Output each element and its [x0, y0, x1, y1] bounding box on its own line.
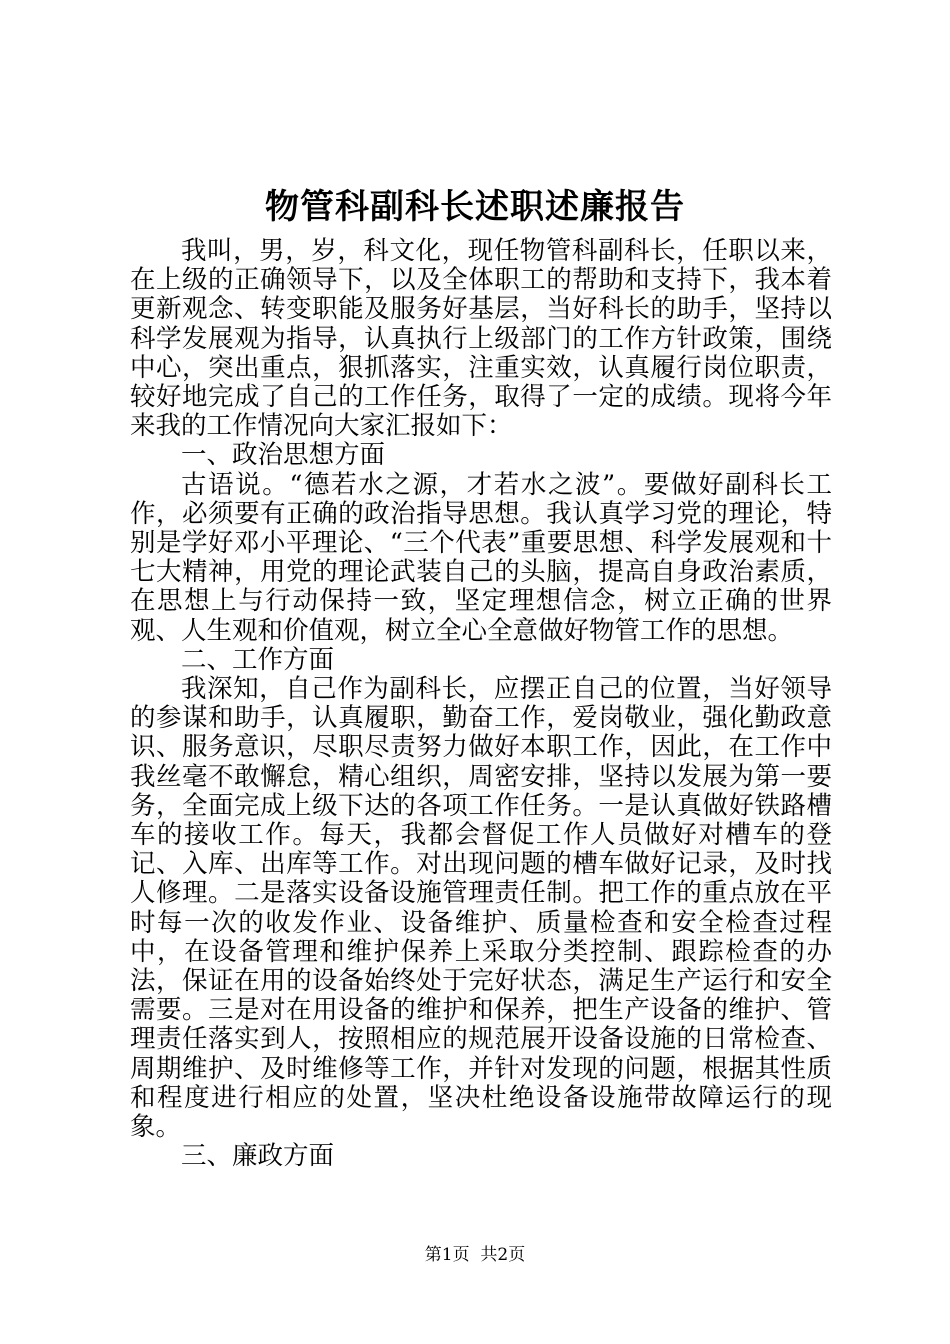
work-paragraph: 我深知，自己作为副科长，应摆正自己的位置，当好领导的参谋和助手，认真履职，勤奋工作，爱岗敬业，强化勤政意识、服务意识，尽职尽责努力做好本职工作，因此，在工作中我丝毫不敢懈怠，精心组织，周密安排，坚持以发展为第一要务，全面完成上级下达的各项工作任务。一是认真做好铁路槽车的接收工作。每天，我都会督促工作人员做好对槽车的登记、入库、出库等工作。对出现问题的槽车做好记录，及时找人修理。二是落实设备设施管理责任制。把工作的重点放在平时每一次的收发作业、设备维护、质量检查和安全检查过程中，在设备管理和维护保养上采取分类控制、跟踪检查的办法，保证在用的设备始终处于完好状态，满足生产运行和安全需要。三是对在用设备的维护和保养，把生产设备的维护、管理责任落实到人，按照相应的规范展开设备设施的日常检查、周期维护、及时维修等工作，并针对发现的问题，根据其性质和程度进行相应的处置，坚决杜绝设备设施带故障运行的现象。: [130, 674, 832, 1143]
section-heading-work: 二、工作方面: [181, 644, 335, 675]
section-heading-integrity: 三、廉政方面: [181, 1141, 335, 1172]
page-title: 物管科副科长述职述廉报告: [265, 187, 685, 227]
intro-paragraph: 我叫，男，岁，科文化，现任物管科副科长，任职以来，在上级的正确领导下，以及全体职工的帮助和支持下，我本着更新观念、转变职能及服务好基层，当好科长的助手，坚持以科学发展观为指导，认真执行上级部门的工作方针政策，围绕中心，突出重点，狠抓落实，注重实效，认真履行岗位职责，较好地完成了自己的工作任务，取得了一定的成绩。现将今年来我的工作情况向大家汇报如下：: [130, 236, 832, 442]
section-heading-politics: 一、政治思想方面: [181, 440, 386, 471]
document-body: [130, 237, 832, 1172]
page-footer: 第1页 共2页: [424, 1245, 526, 1265]
politics-paragraph: 古语说。“德若水之源，才若水之波”。要做好副科长工作，必须要有正确的政治指导思想。我认真学习党的理论，特别是学好邓小平理论、“三个代表”重要思想、科学发展观和十七大精神，用党的理论武装自己的头脑，提高自身政治素质，在思想上与行动保持一致，坚定理想信念，树立正确的世界观、人生观和价值观，树立全心全意做好物管工作的思想。: [130, 469, 832, 646]
